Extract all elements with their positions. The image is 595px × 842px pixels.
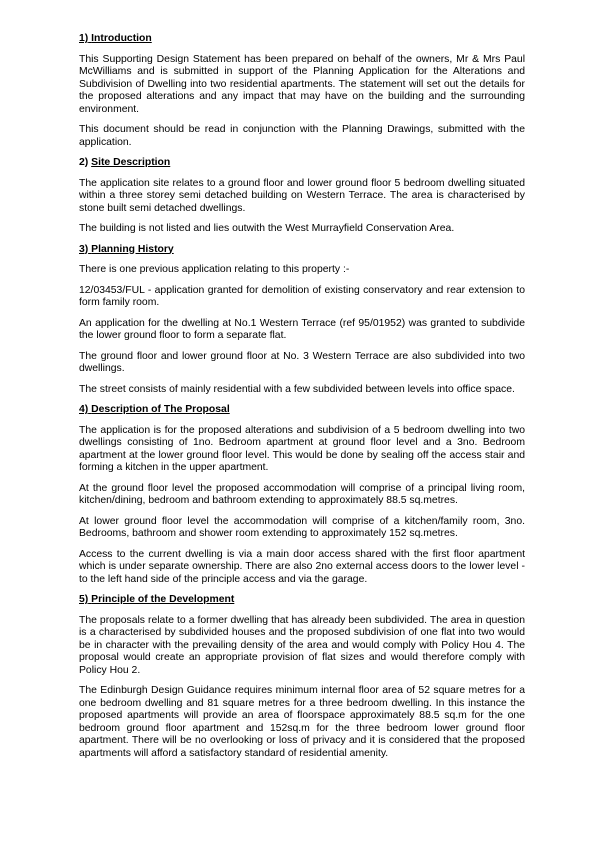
document-page [79, 33, 525, 768]
paragraph: The Edinburgh Design Guidance requires minimum internal floor area of 52 square metres for a one bedroom dwelling and 81 square metres for a three bedroom dwelling. In this instance the proposed apartments will provide an area of floorspace approximately 88.5 sq.m for the one bedroom ground floor apartment and 152sq.m for the three bedroom lower ground floor apartment. There will be no overlooking or loss of privacy and it is considered that the proposed apartments will afford a satisfactory standard of residential amenity. [79, 685, 525, 759]
paragraph: Access to the current dwelling is via a main door access shared with the first floor apartment which is under separate ownership. There are also 2no external access doors to the lower level - to the left hand side of the principle access and via the garage. [79, 548, 525, 585]
section-planning-history [79, 244, 525, 397]
paragraph: This Supporting Design Statement has been prepared on behalf of the owners, Mr & Mrs Paul McWilliams and is submitted in support of the Planning Application for the Alterations and Subdivision of Dwelling into two residential apartments. The statement will set out the details for the proposed alterations and any impact that may have on the building and the surrounding environment. [79, 53, 525, 115]
paragraph: The application is for the proposed alterations and subdivision of a 5 bedroom dwelling into two dwellings consisting of 1no. Bedroom apartment at ground floor level and a 3no. Bedroom apartment at the lower ground floor level. This would be done by sealing off the access stair and forming a kitchen in the upper apartment. [79, 424, 525, 473]
paragraph: There is one previous application relating to this property :- [79, 264, 350, 275]
paragraph: The building is not listed and lies outwith the West Murrayfield Conservation Area. [79, 223, 455, 234]
section-site-description [79, 157, 525, 236]
section-description-of-proposal [79, 404, 525, 586]
paragraph: This document should be read in conjunction with the Planning Drawings, submitted with the application. [79, 124, 525, 148]
paragraph: The ground floor and lower ground floor at No. 3 Western Terrace are also subdivided into two dwellings. [79, 350, 525, 374]
paragraph: At lower ground floor level the accommodation will comprise of a kitchen/family room, 3no. Bedrooms, bathroom and shower room extending to approximately 152 sq.metres. [79, 515, 525, 539]
section-heading: 3) Planning History [79, 243, 174, 255]
section-heading: 2) Site Description [79, 157, 171, 168]
section-heading: 4) Description of The Proposal [79, 404, 230, 415]
paragraph: The proposals relate to a former dwelling that has already been subdivided. The area in question is a characterised by subdivided houses and the proposed subdivision of one flat into two would be in character with the prevailing density of the area and would comply with Policy Hou 4. The proposal would create an appropriate provision of flat sizes and would therefore comply with Policy Hou 2. [79, 614, 525, 676]
paragraph: An application for the dwelling at No.1 Western Terrace (ref 95/01952) was granted to subdivide the lower ground floor to form a separate flat. [79, 317, 525, 341]
paragraph: The application site relates to a ground floor and lower ground floor 5 bedroom dwelling situated within a three storey semi detached building on Western Terrace. The area is characterised by stone built semi detached dwellings. [79, 177, 525, 214]
section-heading: 1) Introduction [79, 33, 152, 44]
paragraph: The street consists of mainly residential with a few subdivided between levels into office space. [79, 383, 515, 395]
paragraph: 12/03453/FUL - application granted for demolition of existing conservatory and rear extension to form family room. [79, 284, 525, 308]
section-heading: 5) Principle of the Development [79, 594, 235, 605]
section-principle-of-development [79, 594, 525, 760]
section-introduction [79, 33, 525, 149]
paragraph: At the ground floor level the proposed accommodation will comprise of a principal living room, kitchen/dining, bedroom and bathroom extending to approximately 88.5 sq.metres. [79, 482, 525, 506]
